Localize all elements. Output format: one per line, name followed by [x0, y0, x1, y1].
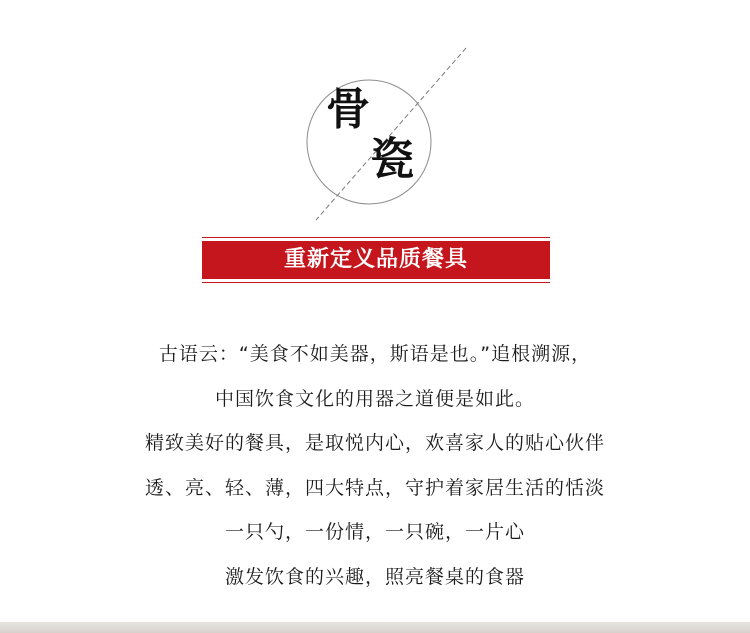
description-text	[0, 337, 750, 604]
slogan-banner	[202, 237, 550, 283]
banner-top-rule	[202, 237, 550, 238]
description-line-3: 精致美好的餐具，是取悦内心，欢喜家人的贴心伙伴	[144, 432, 605, 454]
title-emblem	[0, 0, 750, 230]
title-char-porcelain: 瓷	[370, 134, 414, 185]
description-line-5: 一只勺，一份情，一只碗，一片心	[224, 521, 525, 543]
description-line-6: 激发饮食的兴趣，照亮餐桌的食器	[224, 565, 525, 588]
title-char-bone: 骨	[326, 84, 370, 135]
footer-image-edge	[0, 622, 750, 633]
banner-text: 重新定义品质餐具	[202, 241, 550, 279]
description-line-1: 古语云：“美食不如美器，斯语是也。”追根溯源，	[158, 343, 592, 365]
description-line-4: 透、亮、轻、薄，四大特点，守护着家居生活的恬淡	[144, 476, 605, 499]
banner-bottom-rule	[202, 282, 550, 283]
description-line-2: 中国饮食文化的用器之道便是如此。	[214, 387, 535, 410]
emblem-graphic	[0, 0, 750, 230]
